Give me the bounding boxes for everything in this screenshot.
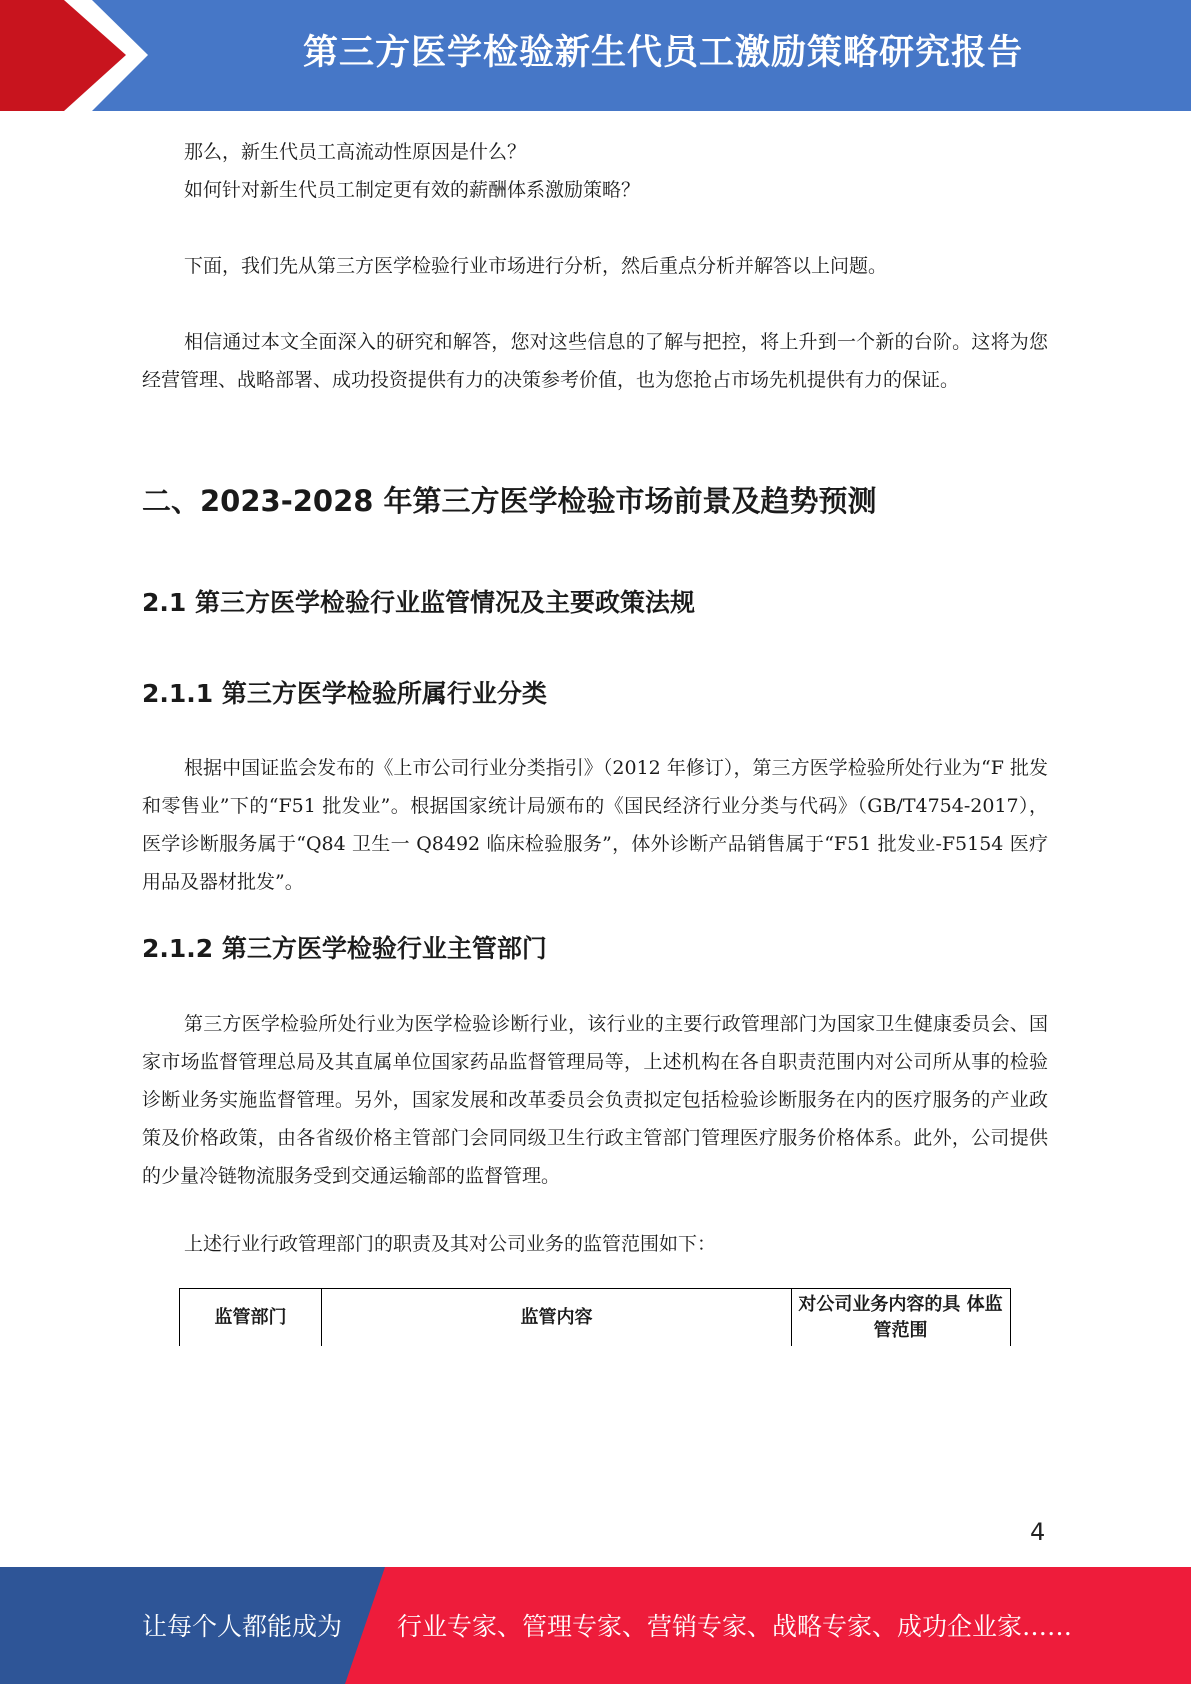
table-header-scope: 对公司业务内容的具 体监管范围 — [798, 1293, 1003, 1341]
header-title: 第三方医学检验新生代员工激励策略研究报告 — [302, 33, 1023, 73]
page-number: 4 — [1030, 1518, 1046, 1546]
section-heading-2: 二、2023-2028 年第三方医学检验市场前景及趋势预测 — [142, 484, 877, 518]
page-header — [0, 0, 1191, 111]
page-footer — [0, 1567, 1191, 1684]
intro-question-1: 那么，新生代员工高流动性原因是什么？ — [184, 141, 527, 163]
intro-paragraph-2: 相信通过本文全面深入的研究和解答，您对这些信息的了解与把控，将上升到一个新的台阶。这将为您经营管理、战略部署、成功投资提供有力的决策参考价值，也为您抢占市场先机提供有力的保证。 — [142, 331, 1048, 391]
regulation-table — [179, 1288, 1011, 1346]
table-header-content: 监管内容 — [322, 1289, 792, 1346]
table-intro-text: 上述行业行政管理部门的职责及其对公司业务的监管范围如下： — [184, 1233, 717, 1255]
heading-2-1: 2.1 第三方医学检验行业监管情况及主要政策法规 — [142, 588, 695, 617]
heading-2-1-1: 2.1.1 第三方医学检验所属行业分类 — [142, 679, 547, 708]
table-header-department: 监管部门 — [180, 1289, 322, 1346]
paragraph-2-1-2: 第三方医学检验所处行业为医学检验诊断行业，该行业的主要行政管理部门为国家卫生健康委员会、国家市场监督管理总局及其直属单位国家药品监督管理局等，上述机构在各自职责范围内对公司所从事的检验诊断业务实施监督管理。另外，国家发展和改革委员会负责拟定包括检验诊断服务在内的医疗服务的产业政策及价格政策，由各省级价格主管部门会同同级卫生行政主管部门管理医疗服务价格体系。此外，公司提供的少量冷链物流服务受到交通运输部的监督管理。 — [142, 1013, 1048, 1187]
footer-slogan-right: 行业专家、管理专家、营销专家、战略专家、成功企业家…… — [397, 1612, 1073, 1641]
paragraph-2-1-1: 根据中国证监会发布的《上市公司行业分类指引》（2012 年修订），第三方医学检验所处行业为“F 批发和零售业”下的“F51 批发业”。根据国家统计局颁布的《国民经济行业分类与代码》（GB/T4754-2017），医学诊断服务属于“Q84 卫生一 Q8492 临床检验服务”，体外诊断产品销售属于“F51 批发业-F5154 医疗用品及器材批发”。 — [142, 757, 1048, 893]
intro-paragraph-1: 下面，我们先从第三方医学检验行业市场进行分析，然后重点分析并解答以上问题。 — [184, 255, 888, 277]
footer-slogan-left: 让每个人都能成为 — [142, 1612, 343, 1641]
heading-2-1-2: 2.1.2 第三方医学检验行业主管部门 — [142, 934, 547, 963]
intro-question-2: 如何针对新生代员工制定更有效的薪酬体系激励策略？ — [184, 179, 641, 201]
